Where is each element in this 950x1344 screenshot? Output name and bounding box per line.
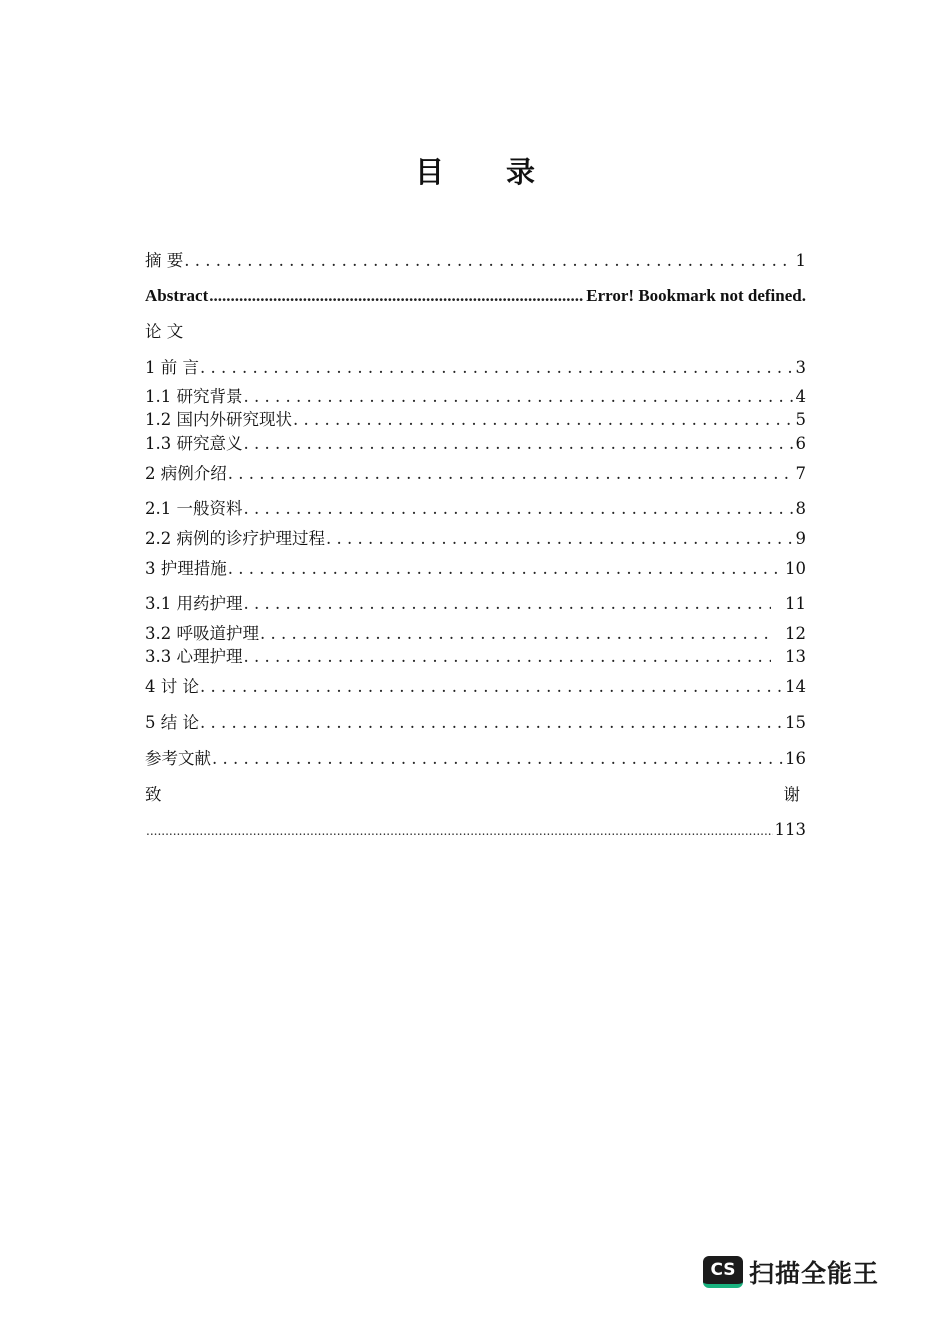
toc-entry-page: 3	[795, 358, 806, 377]
toc-entry-page: 15	[785, 713, 806, 732]
toc-entry-label: 2 病例介绍	[145, 464, 227, 483]
toc-leader	[200, 676, 783, 698]
toc-entry-3-2[interactable]	[145, 623, 806, 645]
toc-entry-2-1[interactable]	[145, 498, 806, 520]
toc-entry-2-2[interactable]	[145, 528, 806, 550]
toc-leader	[326, 528, 794, 550]
toc-leader	[244, 498, 794, 520]
toc-entry-2[interactable]	[145, 463, 806, 485]
toc-entry-page: 5	[795, 410, 806, 429]
toc-leader	[184, 250, 793, 272]
toc-entry-1-3[interactable]	[145, 433, 806, 455]
cs-badge-icon: CS	[703, 1256, 743, 1288]
toc-entry-references[interactable]	[145, 748, 806, 770]
toc-entry-label: Abstract	[145, 286, 209, 305]
toc-entry-label: 1 前 言	[145, 358, 199, 377]
toc-entry-label: 3.1 用药护理	[145, 594, 243, 613]
toc-leader	[260, 623, 771, 645]
toc-entry-page: 1	[795, 251, 806, 270]
scanner-watermark-logo	[703, 1254, 908, 1290]
toc-entry-label: 3.3 心理护理	[145, 647, 243, 666]
toc-entry-page: 10	[785, 559, 806, 578]
toc-entry-label: 4 讨 论	[145, 677, 199, 696]
toc-entry-3-1[interactable]	[145, 593, 806, 615]
toc-entry-label: 1.1 研究背景	[145, 387, 243, 406]
toc-entry-page: 13	[785, 647, 806, 666]
toc-entry-label: 参考文献	[145, 749, 211, 768]
toc-entry-acknowledgement[interactable]	[145, 819, 806, 841]
toc-leader	[200, 357, 794, 379]
toc-entry-page: Error! Bookmark not defined.	[586, 286, 806, 305]
toc-entry-page: 16	[785, 749, 806, 768]
toc-entry-label: 1.3 研究意义	[145, 434, 243, 453]
section-heading: 论 文	[145, 322, 184, 341]
toc-leader	[244, 593, 772, 615]
page-title: 目 录	[414, 155, 562, 189]
toc-entry-page: 14	[785, 677, 806, 696]
toc-entry-page: 12	[785, 624, 806, 643]
toc-leader	[212, 748, 783, 770]
toc-entry-5[interactable]	[145, 712, 806, 734]
toc-entry-page: 113	[774, 820, 806, 839]
toc-entry-page: 6	[795, 434, 806, 453]
toc-leader	[146, 819, 773, 841]
brand-name: 扫描全能王	[749, 1259, 880, 1288]
toc-entry-label: 摘 要	[145, 251, 184, 270]
toc-entry-acknowledgement-label	[145, 784, 800, 806]
toc-entry-page: 7	[795, 464, 806, 483]
toc-leader	[244, 386, 794, 408]
toc-entry-1-2[interactable]	[145, 409, 806, 431]
toc-entry-label: 3 护理措施	[145, 559, 227, 578]
toc-leader	[200, 712, 783, 734]
toc-entry-label: 3.2 呼吸道护理	[145, 624, 259, 643]
toc-entry-label: 1.2 国内外研究现状	[145, 410, 292, 429]
toc-leader	[293, 409, 794, 431]
acknowledgement-left: 致	[145, 785, 162, 804]
toc-entry-label: 2.2 病例的诊疗护理过程	[145, 529, 325, 548]
toc-leader	[244, 646, 772, 668]
toc-entry-label: 2.1 一般资料	[145, 499, 243, 518]
toc-entry-3[interactable]	[145, 558, 806, 580]
toc-leader	[228, 463, 794, 485]
toc-entry-1-1[interactable]	[145, 386, 806, 408]
toc-leader	[244, 433, 794, 455]
toc-leader	[209, 285, 584, 307]
toc-entry-page: 8	[795, 499, 806, 518]
toc-entry-abstract-cn[interactable]	[145, 250, 806, 272]
toc-entry-page: 11	[785, 594, 806, 613]
toc-entry-page: 9	[795, 529, 806, 548]
toc-entry-label: 5 结 论	[145, 713, 199, 732]
toc-entry-3-3[interactable]	[145, 646, 806, 668]
toc-entry-page: 4	[795, 387, 806, 406]
toc-entry-abstract-en[interactable]	[145, 285, 806, 307]
toc-leader	[228, 558, 783, 580]
acknowledgement-right: 谢	[783, 785, 800, 804]
toc-entry-4[interactable]	[145, 676, 806, 698]
toc-entry-1[interactable]	[145, 357, 806, 379]
